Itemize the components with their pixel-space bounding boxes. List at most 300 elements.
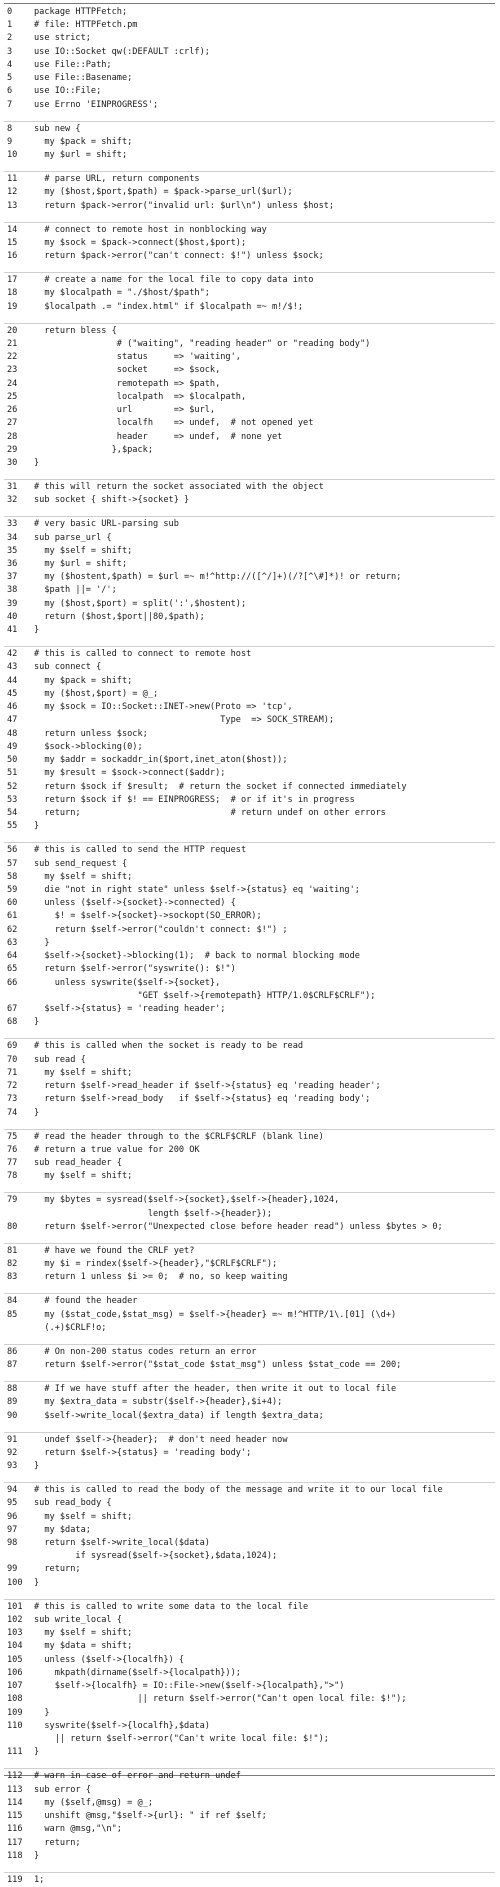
code-line xyxy=(4,1295,495,1308)
code-line xyxy=(4,1080,495,1093)
line-number: 78 xyxy=(7,1171,18,1182)
line-number: 56 xyxy=(7,845,18,856)
code-line xyxy=(4,990,495,1003)
line-code: return unless $sock; xyxy=(34,728,148,739)
line-code: || return $self->error("Can't open local file: $!"); xyxy=(34,1694,407,1705)
code-line xyxy=(4,1563,495,1576)
line-number: 49 xyxy=(7,741,18,752)
line-code: sub send_request { xyxy=(34,858,128,869)
line-code: # this is called when the socket is ready to be read xyxy=(34,1041,304,1052)
line-number: 9 xyxy=(7,136,13,147)
code-line xyxy=(4,661,495,674)
line-number: 108 xyxy=(7,1694,23,1705)
line-number: 116 xyxy=(7,1824,23,1835)
code-line xyxy=(4,417,495,430)
line-code: return $self->error("syswrite(): $!") xyxy=(34,964,236,975)
line-code: die "not in right state" unless $self->{status} eq 'waiting'; xyxy=(34,885,360,895)
line-number: 87 xyxy=(7,1360,18,1371)
line-number: 97 xyxy=(7,1524,18,1535)
line-code: # this is called to send the HTTP request xyxy=(34,845,247,856)
code-line xyxy=(4,741,495,754)
line-number: 17 xyxy=(7,275,18,286)
line-code: Type => SOCK_STREAM); xyxy=(34,715,335,726)
line-number: 14 xyxy=(7,224,18,235)
line-number: 7 xyxy=(7,99,13,110)
line-code: if sysread($self->{socket},$data,1024); xyxy=(34,1551,278,1562)
line-code: # On non-200 status codes return an error xyxy=(34,1346,257,1357)
line-number: 13 xyxy=(7,200,18,211)
line-code: } xyxy=(34,1577,40,1588)
line-number: 69 xyxy=(7,1041,18,1052)
line-code: use strict; xyxy=(34,33,91,44)
code-line xyxy=(4,173,495,186)
line-number: 2 xyxy=(7,33,13,44)
line-number: 94 xyxy=(7,1485,18,1496)
code-line xyxy=(4,1707,495,1720)
code-line xyxy=(4,404,495,417)
code-line xyxy=(4,1484,495,1497)
line-number: 109 xyxy=(7,1707,23,1718)
line-number: 20 xyxy=(7,325,18,336)
line-code: status => 'waiting', xyxy=(34,352,241,363)
line-code: my $localpath = "./$host/$path"; xyxy=(34,288,210,299)
line-code: sub connect { xyxy=(34,662,102,673)
line-number: 74 xyxy=(7,1107,18,1118)
code-line xyxy=(4,1208,495,1221)
line-code: } xyxy=(34,821,40,832)
line-code: localfh => undef, # not opened yet xyxy=(34,418,314,429)
line-code: # file: HTTPFetch.pm xyxy=(34,20,138,31)
code-line xyxy=(4,431,495,444)
code-line xyxy=(4,378,495,391)
code-line xyxy=(4,1784,495,1797)
line-code: $path ||= '/'; xyxy=(34,585,117,596)
code-line xyxy=(4,1746,495,1759)
code-line xyxy=(4,1144,495,1157)
line-number: 71 xyxy=(7,1067,18,1078)
line-number: 75 xyxy=(7,1131,18,1142)
line-code: my $self = shift; xyxy=(34,1067,133,1078)
code-line xyxy=(4,950,495,963)
line-code: return $pack->error("invalid url: $url\n") unless $host; xyxy=(34,200,335,211)
code-line xyxy=(4,1107,495,1120)
code-line xyxy=(4,884,495,897)
code-line xyxy=(4,701,495,714)
line-number: 19 xyxy=(7,301,18,312)
line-code: return $self->read_body if $self->{status} eq 'reading body'; xyxy=(34,1094,371,1105)
line-code: sub socket { shift->{socket} } xyxy=(34,495,190,506)
code-line xyxy=(4,910,495,923)
block-separator xyxy=(4,1423,495,1433)
code-line xyxy=(4,444,495,457)
line-number xyxy=(4,1208,34,1221)
code-line xyxy=(4,871,495,884)
line-code: } xyxy=(34,625,40,636)
line-number: 0 xyxy=(7,7,13,17)
code-line xyxy=(4,1040,495,1053)
line-code: use Errno 'EINPROGRESS'; xyxy=(34,99,159,110)
code-line xyxy=(4,963,495,976)
block-separator xyxy=(4,1285,495,1295)
line-code: localpath => $localpath, xyxy=(34,391,247,402)
line-code: } xyxy=(34,937,50,948)
line-code: my $result = $sock->connect($addr); xyxy=(34,768,226,779)
line-number: 61 xyxy=(7,911,18,922)
line-number: 110 xyxy=(7,1720,23,1731)
line-number: 37 xyxy=(7,572,18,583)
code-line xyxy=(4,675,495,688)
code-line xyxy=(4,820,495,833)
code-line xyxy=(4,338,495,351)
line-number: 5 xyxy=(7,73,13,84)
line-code: my $sock = IO::Socket::INET->new(Proto => 'tcp', xyxy=(34,702,293,713)
line-number: 100 xyxy=(7,1577,23,1588)
line-number: 73 xyxy=(7,1094,18,1105)
line-code: } xyxy=(34,458,40,469)
line-number: 16 xyxy=(7,251,18,262)
code-line xyxy=(4,136,495,149)
line-code: undef $self->{header}; # don't need header now xyxy=(34,1434,288,1445)
line-code: return $self->error("$stat_code $stat_msg") unless $stat_code == 200; xyxy=(34,1360,402,1371)
code-line xyxy=(4,1524,495,1537)
code-line xyxy=(4,1447,495,1460)
code-line xyxy=(4,714,495,727)
code-line xyxy=(4,99,495,112)
code-line xyxy=(4,1003,495,1016)
code-line xyxy=(4,545,495,558)
line-number: 58 xyxy=(7,871,18,882)
line-code: (.+)$CRLF!o; xyxy=(34,1322,107,1333)
line-code: warn @msg,"\n"; xyxy=(34,1824,122,1835)
code-line xyxy=(4,558,495,571)
line-number: 48 xyxy=(7,728,18,739)
code-line xyxy=(4,611,495,624)
line-code: sub write_local { xyxy=(34,1614,122,1625)
line-code: mkpath(dirname($self->{localpath})); xyxy=(34,1667,241,1678)
line-code: my $extra_data = substr($self->{header},$i+4); xyxy=(34,1397,283,1408)
line-code: $sock->blocking(0); xyxy=(34,741,143,752)
line-number: 53 xyxy=(7,794,18,805)
code-line xyxy=(4,767,495,780)
line-number: 117 xyxy=(7,1837,23,1848)
code-line xyxy=(4,1067,495,1080)
line-number: 12 xyxy=(7,187,18,198)
line-code: length $self->{header}); xyxy=(34,1208,272,1219)
code-line xyxy=(4,844,495,857)
line-number xyxy=(4,1550,34,1563)
line-code: $! = $self->{socket}->sockopt(SO_ERROR); xyxy=(34,911,262,922)
code-line xyxy=(4,1537,495,1550)
line-number: 85 xyxy=(7,1309,18,1320)
line-code: my $pack = shift; xyxy=(34,675,133,686)
line-code: my ($self,@msg) = @_; xyxy=(34,1797,153,1808)
line-number: 23 xyxy=(7,365,18,376)
block-separator xyxy=(4,1863,495,1873)
line-number: 80 xyxy=(7,1221,18,1232)
block-separator xyxy=(4,314,495,324)
code-line xyxy=(4,1434,495,1447)
line-number: 45 xyxy=(7,688,18,699)
line-code: return 1 unless $i >= 0; # no, so keep waiting xyxy=(34,1272,288,1283)
line-number: 118 xyxy=(7,1850,23,1861)
code-line xyxy=(4,897,495,910)
code-line xyxy=(4,584,495,597)
line-number: 30 xyxy=(7,458,18,469)
code-line xyxy=(4,571,495,584)
code-line xyxy=(4,1346,495,1359)
line-number: 115 xyxy=(7,1811,23,1822)
block-separator xyxy=(4,162,495,172)
line-number: 6 xyxy=(7,86,13,97)
block-separator xyxy=(4,1372,495,1382)
line-number: 50 xyxy=(7,755,18,766)
line-code: my $url = shift; xyxy=(34,559,128,570)
code-line xyxy=(4,1170,495,1183)
code-line xyxy=(4,237,495,250)
code-line xyxy=(4,85,495,98)
line-code: my $data; xyxy=(34,1524,91,1535)
line-number: 41 xyxy=(7,625,18,636)
line-code: socket => $sock, xyxy=(34,365,221,376)
line-number: 76 xyxy=(7,1144,18,1155)
line-number: 31 xyxy=(7,482,18,493)
line-number: 95 xyxy=(7,1498,18,1509)
line-number: 40 xyxy=(7,611,18,622)
code-line xyxy=(4,301,495,314)
line-number xyxy=(4,1322,34,1335)
line-code: unshift @msg,"$self->{url}: " if ref $self; xyxy=(34,1811,267,1822)
line-number: 88 xyxy=(7,1384,18,1395)
block-separator xyxy=(4,1760,495,1770)
line-code: || return $self->error("Can't write local file: $!"); xyxy=(34,1734,329,1745)
line-number: 18 xyxy=(7,288,18,299)
code-line xyxy=(4,32,495,45)
code-line xyxy=(4,149,495,162)
code-line xyxy=(4,1131,495,1144)
code-line xyxy=(4,1410,495,1423)
line-number: 105 xyxy=(7,1654,23,1665)
code-line xyxy=(4,1720,495,1733)
line-number: 79 xyxy=(7,1195,18,1206)
line-code: url => $url, xyxy=(34,405,216,416)
line-number: 112 xyxy=(7,1771,23,1782)
line-number: 35 xyxy=(7,545,18,556)
code-line xyxy=(4,325,495,338)
line-code: } xyxy=(34,1461,40,1472)
code-line xyxy=(4,1640,495,1653)
block-separator xyxy=(4,1120,495,1130)
line-code: my $i = rindex($self->{header},"$CRLF$CRLF"); xyxy=(34,1259,278,1270)
code-line xyxy=(4,1693,495,1706)
code-line xyxy=(4,250,495,263)
line-number: 25 xyxy=(7,391,18,402)
code-line xyxy=(4,351,495,364)
block-separator xyxy=(4,263,495,273)
line-code: } xyxy=(34,1850,40,1861)
line-number: 24 xyxy=(7,378,18,389)
line-number: 44 xyxy=(7,675,18,686)
line-code: sub parse_url { xyxy=(34,532,112,543)
block-separator xyxy=(4,213,495,223)
code-lines xyxy=(4,6,495,1887)
block-separator xyxy=(4,1030,495,1040)
code-line xyxy=(4,1093,495,1106)
code-line xyxy=(4,1810,495,1823)
line-code: 1; xyxy=(34,1874,45,1885)
code-line xyxy=(4,1157,495,1170)
code-line xyxy=(4,19,495,32)
code-line xyxy=(4,1797,495,1810)
line-number: 65 xyxy=(7,964,18,975)
code-line xyxy=(4,1016,495,1029)
line-code: return $pack->error("can't connect: $!") unless $sock; xyxy=(34,251,324,262)
line-number: 89 xyxy=(7,1397,18,1408)
code-line xyxy=(4,1614,495,1627)
code-line xyxy=(4,1309,495,1322)
line-code: # warn in case of error and return undef xyxy=(34,1771,241,1782)
line-number: 81 xyxy=(7,1245,18,1256)
code-line xyxy=(4,1837,495,1850)
block-separator xyxy=(4,834,495,844)
line-number: 63 xyxy=(7,937,18,948)
line-code: my ($host,$port) = split(':',$hostent); xyxy=(34,598,247,609)
code-line xyxy=(4,924,495,937)
line-number: 38 xyxy=(7,585,18,596)
line-number: 22 xyxy=(7,352,18,363)
line-number: 4 xyxy=(7,59,13,70)
line-number: 29 xyxy=(7,444,18,455)
line-code: my $url = shift; xyxy=(34,150,128,161)
line-code: },$pack; xyxy=(34,444,153,455)
line-number: 36 xyxy=(7,559,18,570)
line-number: 66 xyxy=(7,977,18,988)
code-line xyxy=(4,1511,495,1524)
code-line xyxy=(4,1396,495,1409)
line-code: return $self->read_header if $self->{status} eq 'reading header'; xyxy=(34,1081,381,1092)
line-number: 62 xyxy=(7,924,18,935)
line-code: sub error { xyxy=(34,1784,91,1795)
code-line xyxy=(4,224,495,237)
line-code: my $pack = shift; xyxy=(34,136,133,147)
line-code: return; xyxy=(34,1564,81,1575)
line-number: 99 xyxy=(7,1564,18,1575)
line-number: 86 xyxy=(7,1346,18,1357)
line-number: 82 xyxy=(7,1259,18,1270)
line-code: # very basic URL-parsing sub xyxy=(34,519,179,530)
line-code: # return a true value for 200 OK xyxy=(34,1144,200,1155)
code-line xyxy=(4,1359,495,1372)
block-separator xyxy=(4,1184,495,1194)
code-line xyxy=(4,1322,495,1335)
line-code: $self->write_local($extra_data) if length $extra_data; xyxy=(34,1410,324,1421)
line-number: 42 xyxy=(7,649,18,660)
code-line xyxy=(4,287,495,300)
line-number: 111 xyxy=(7,1747,23,1758)
code-line xyxy=(4,1460,495,1473)
line-code: "GET $self->{remotepath} HTTP/1.0$CRLF$CRLF"); xyxy=(34,990,376,1001)
line-code: return $self->error("couldn't connect: $!") ; xyxy=(34,924,288,935)
line-code: $self->{socket}->blocking(1); # back to normal blocking mode xyxy=(34,951,360,962)
line-number: 77 xyxy=(7,1158,18,1169)
code-line xyxy=(4,728,495,741)
code-listing xyxy=(4,3,495,1885)
line-code: unless syswrite($self->{socket}, xyxy=(34,977,221,988)
line-code: package HTTPFetch; xyxy=(34,7,128,17)
line-code: return bless { xyxy=(34,325,117,336)
line-number: 104 xyxy=(7,1641,23,1652)
line-number: 107 xyxy=(7,1681,23,1692)
code-line xyxy=(4,72,495,85)
line-number: 98 xyxy=(7,1538,18,1549)
line-number: 93 xyxy=(7,1461,18,1472)
line-code: return; xyxy=(34,1837,81,1848)
line-number xyxy=(4,990,34,1003)
code-line xyxy=(4,1667,495,1680)
code-line xyxy=(4,977,495,990)
code-line xyxy=(4,1627,495,1640)
line-code: # If we have stuff after the header, then write it out to local file xyxy=(34,1384,397,1395)
code-line xyxy=(4,364,495,377)
code-line xyxy=(4,937,495,950)
line-number: 8 xyxy=(7,123,13,134)
line-code: unless ($self->{socket}->connected) { xyxy=(34,898,236,909)
line-code: syswrite($self->{localfh},$data) xyxy=(34,1720,210,1731)
code-line xyxy=(4,1194,495,1207)
code-line xyxy=(4,1850,495,1863)
line-number: 32 xyxy=(7,495,18,506)
line-number: 60 xyxy=(7,898,18,909)
line-number: 3 xyxy=(7,46,13,57)
code-line xyxy=(4,481,495,494)
line-number: 33 xyxy=(7,519,18,530)
code-line xyxy=(4,186,495,199)
line-code: return; # return undef on other errors xyxy=(34,808,386,819)
line-code: return $sock if $! == EINPROGRESS; # or if it's in progress xyxy=(34,794,355,805)
line-code: # create a name for the local file to copy data into xyxy=(34,275,314,286)
code-line xyxy=(4,457,495,470)
line-number: 52 xyxy=(7,781,18,792)
line-number: 27 xyxy=(7,418,18,429)
line-code: $localpath .= "index.html" if $localpath =~ m!/$!; xyxy=(34,301,304,312)
block-separator xyxy=(4,637,495,647)
line-code: } xyxy=(34,1017,40,1028)
line-code: sub read_body { xyxy=(34,1498,112,1509)
code-line xyxy=(4,274,495,287)
line-code: # have we found the CRLF yet? xyxy=(34,1245,195,1256)
line-code: sub read { xyxy=(34,1054,86,1065)
block-separator xyxy=(4,1234,495,1244)
code-line xyxy=(4,494,495,507)
line-code: # connect to remote host in nonblocking way xyxy=(34,224,267,235)
code-line xyxy=(4,1823,495,1836)
code-line xyxy=(4,1271,495,1284)
line-code: sub read_header { xyxy=(34,1158,122,1169)
code-line xyxy=(4,518,495,531)
line-number: 103 xyxy=(7,1628,23,1639)
line-code: my $self = shift; xyxy=(34,1511,133,1522)
line-number: 106 xyxy=(7,1667,23,1678)
line-number: 119 xyxy=(7,1874,23,1885)
block-separator xyxy=(4,470,495,480)
line-code: # this is called to read the body of the message and write it to our local file xyxy=(34,1485,443,1496)
line-number: 51 xyxy=(7,768,18,779)
line-number: 114 xyxy=(7,1797,23,1808)
line-code: } xyxy=(34,1707,50,1718)
line-number: 59 xyxy=(7,885,18,895)
code-line xyxy=(4,1577,495,1590)
line-code: my $sock = $pack->connect($host,$port); xyxy=(34,237,247,248)
line-number: 83 xyxy=(7,1272,18,1283)
